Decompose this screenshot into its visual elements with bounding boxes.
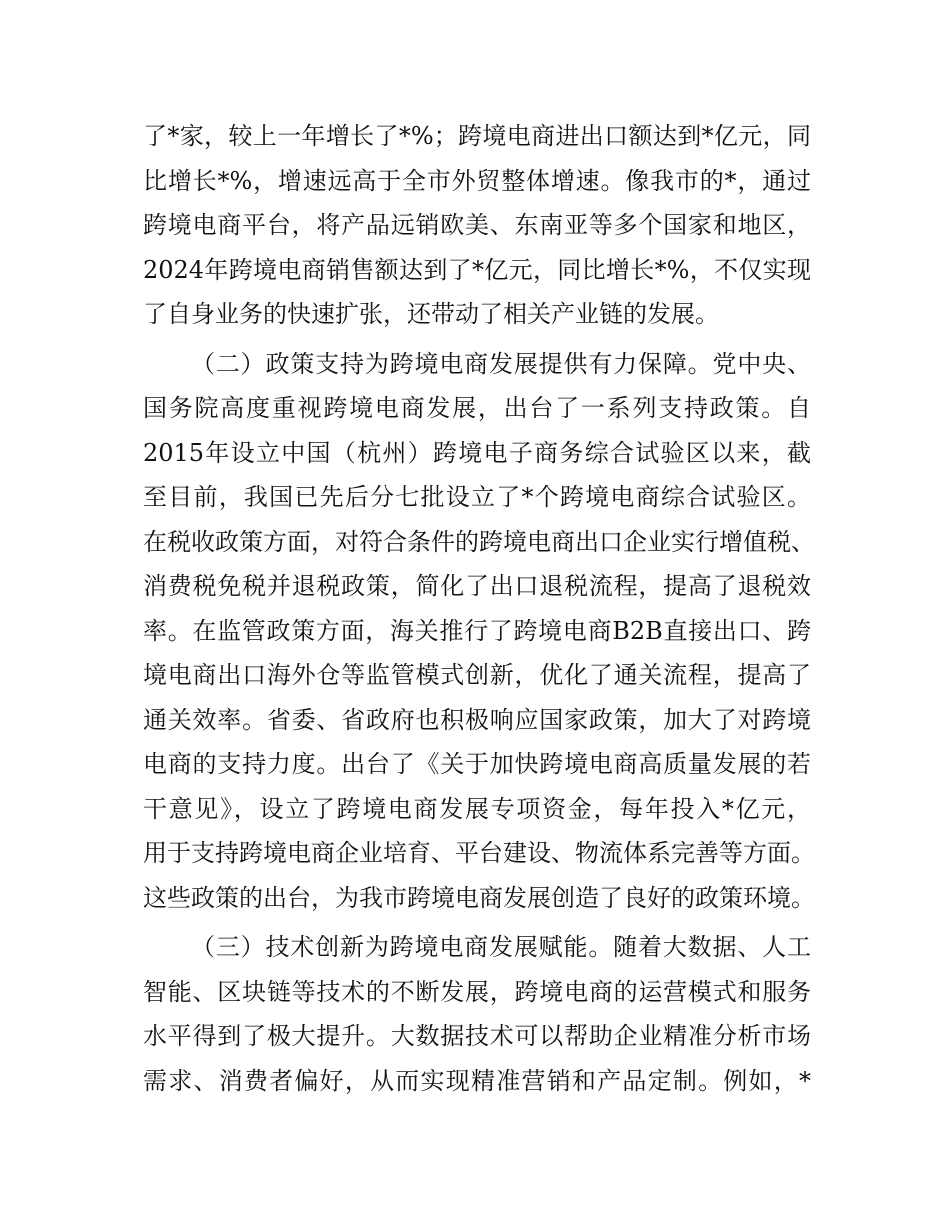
text-line: 通关效率。省委、省政府也积极响应国家政策，加大了对跨境 xyxy=(143,705,811,734)
text-line: 了*家，较上一年增长了*%；跨境电商进出口额达到*亿元，同 xyxy=(143,122,811,150)
paragraph-1 xyxy=(143,114,811,337)
paragraph-2 xyxy=(143,342,815,921)
text-line: 至目前，我国已先后分七批设立了*个跨境电商综合试验区。 xyxy=(143,483,811,511)
text-line: 2015年设立中国（杭州）跨境电子商务综合试验区以来，截 xyxy=(143,438,811,467)
text-line: 在税收政策方面，对符合条件的跨境电商出口企业实行增值税、 xyxy=(143,527,815,556)
text-line: 水平得到了极大提升。大数据技术可以帮助企业精准分析市场 xyxy=(143,1022,811,1050)
text-line: 这些政策的出台，为我市跨境电商发展创造了良好的政策环境。 xyxy=(143,883,815,912)
text-line: （三）技术创新为跨境电商发展赋能。随着大数据、人工 xyxy=(191,933,811,961)
text-line: 用于支持跨境电商企业培育、平台建设、物流体系完善等方面。 xyxy=(143,839,815,867)
text-line: 电商的支持力度。出台了《关于加快跨境电商高质量发展的若 xyxy=(143,750,811,778)
text-line: 跨境电商平台，将产品远销欧美、东南亚等多个国家和地区， xyxy=(143,211,811,239)
text-line: 比增长*%，增速远高于全市外贸整体增速。像我市的*，通过 xyxy=(143,166,811,195)
document-body xyxy=(143,114,815,1103)
text-line: 智能、区块链等技术的不断发展，跨境电商的运营模式和服务 xyxy=(143,977,811,1006)
text-line: 国务院高度重视跨境电商发展，出台了一系列支持政策。自 xyxy=(143,394,811,422)
text-line: 了自身业务的快速扩张，还带动了相关产业链的发展。 xyxy=(143,300,719,328)
text-line: 境电商出口海外仓等监管模式创新，优化了通关流程，提高了 xyxy=(143,661,811,689)
text-line: 需求、消费者偏好，从而实现精准营销和产品定制。例如，* xyxy=(143,1066,811,1095)
text-line: 消费税免税并退税政策，简化了出口退税流程，提高了退税效 xyxy=(143,572,811,600)
text-line: 干意见》，设立了跨境电商发展专项资金，每年投入*亿元， xyxy=(143,794,811,823)
text-line: 2024年跨境电商销售额达到了*亿元，同比增长*%，不仅实现 xyxy=(143,255,811,284)
text-line: （二）政策支持为跨境电商发展提供有力保障。党中央、 xyxy=(191,349,811,378)
text-line: 率。在监管政策方面，海关推行了跨境电商B2B直接出口、跨 xyxy=(143,616,811,645)
paragraph-3 xyxy=(143,925,811,1103)
